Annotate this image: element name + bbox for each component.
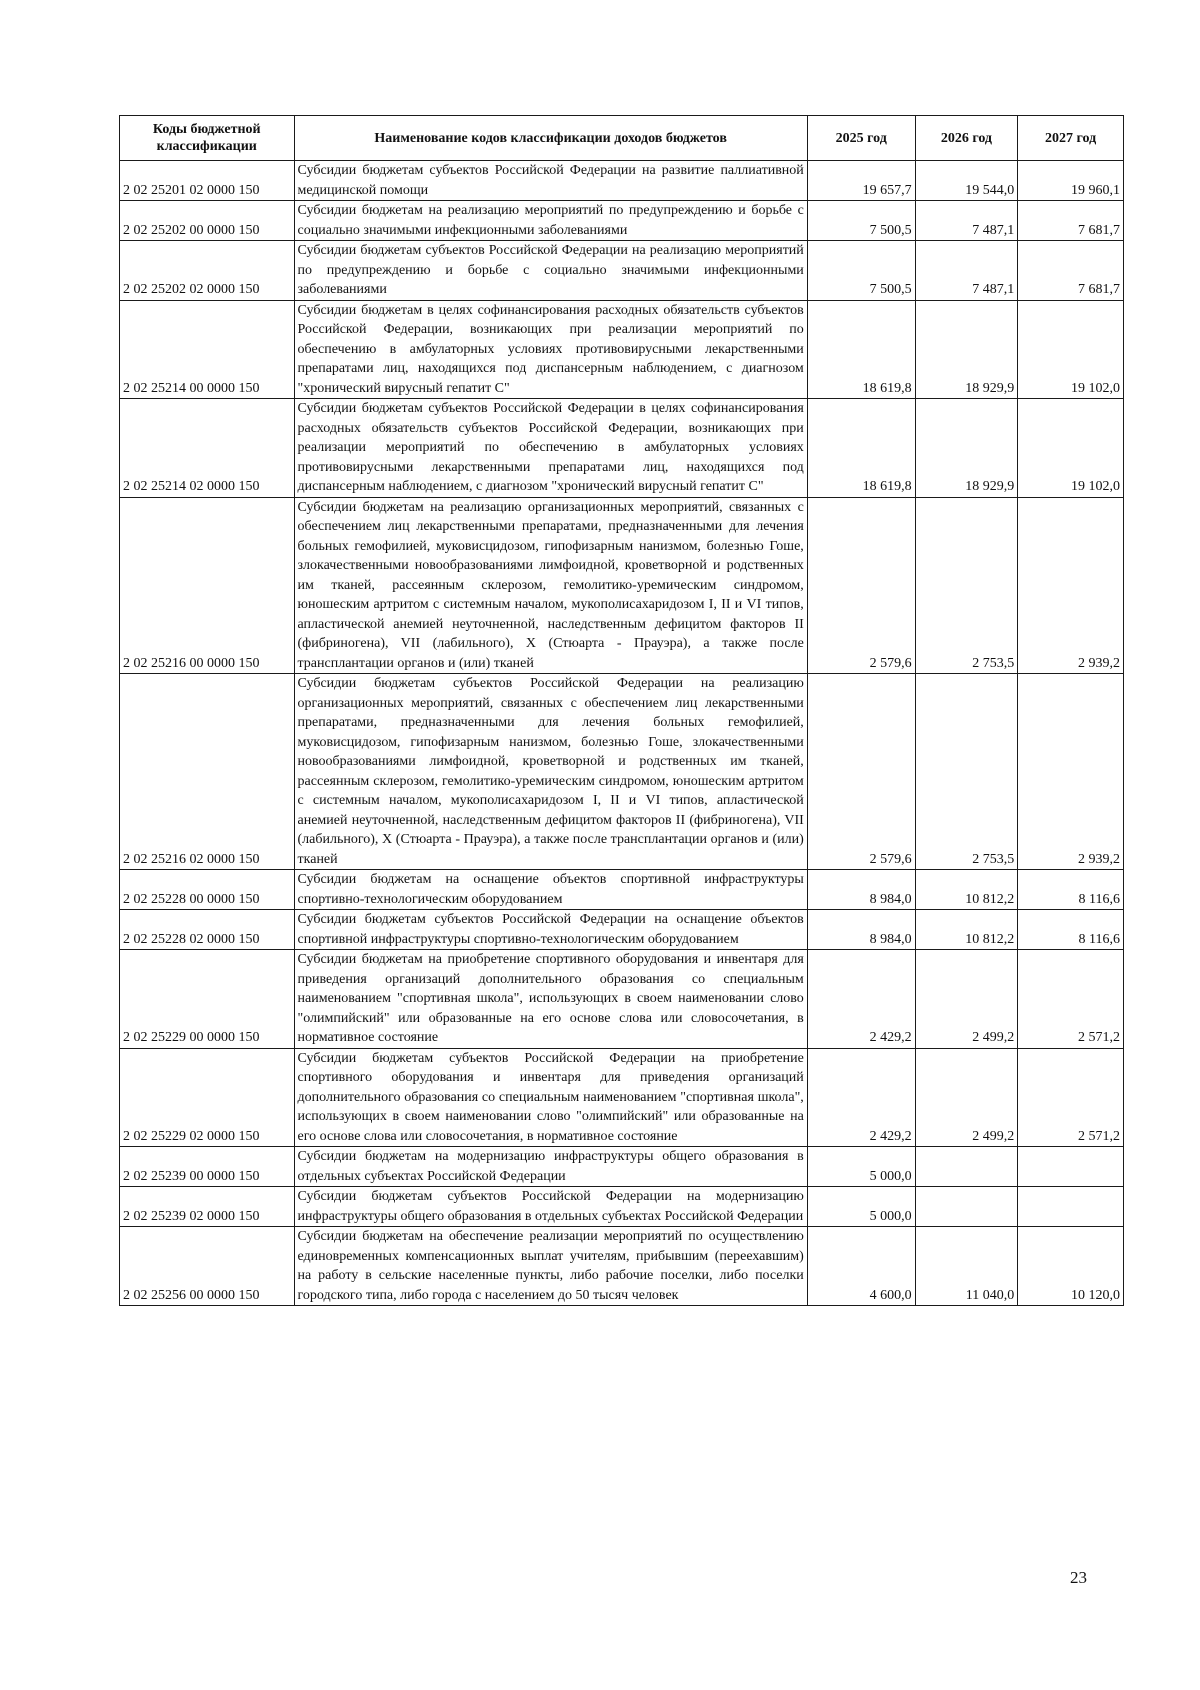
row-value-2026: 2 499,2 — [915, 950, 1018, 1049]
row-value-2026 — [915, 1187, 1018, 1227]
row-code: 2 02 25216 02 0000 150 — [120, 674, 295, 870]
row-value-2027: 2 939,2 — [1018, 497, 1124, 674]
row-name: Субсидии бюджетам субъектов Российской Федерации на реализацию мероприятий по предупреждению и борьбе с социально значимыми инфекционными заболеваниями — [294, 241, 807, 301]
row-value-2027: 7 681,7 — [1018, 241, 1124, 301]
row-value-2026: 18 929,9 — [915, 300, 1018, 399]
row-value-2027: 19 102,0 — [1018, 399, 1124, 498]
row-value-2025: 2 429,2 — [807, 950, 915, 1049]
row-name: Субсидии бюджетам на модернизацию инфраструктуры общего образования в отдельных субъектах Российской Федерации — [294, 1147, 807, 1187]
header-2026: 2026 год — [915, 116, 1018, 161]
table-row — [120, 674, 1124, 870]
table-row — [120, 950, 1124, 1049]
row-value-2025: 7 500,5 — [807, 241, 915, 301]
page-number: 23 — [1070, 1568, 1087, 1587]
row-value-2025: 8 984,0 — [807, 910, 915, 950]
row-name: Субсидии бюджетам субъектов Российской Федерации на развитие паллиативной медицинской помощи — [294, 161, 807, 201]
table-row — [120, 161, 1124, 201]
table-row — [120, 497, 1124, 674]
header-name: Наименование кодов классификации доходов бюджетов — [294, 116, 807, 161]
row-value-2027 — [1018, 1187, 1124, 1227]
table-row — [120, 201, 1124, 241]
row-value-2025: 2 579,6 — [807, 497, 915, 674]
row-value-2026 — [915, 1147, 1018, 1187]
row-value-2026: 19 544,0 — [915, 161, 1018, 201]
row-name: Субсидии бюджетам субъектов Российской Федерации на приобретение спортивного оборудования и инвентаря для приведения организаций дополнительного образования со специальным наименованием "спортивная школа", использующих в своем наименовании слово "олимпийский" или образованные на его основе слова или словосочетания, в нормативное состояние — [294, 1048, 807, 1147]
row-code: 2 02 25228 02 0000 150 — [120, 910, 295, 950]
row-code: 2 02 25229 02 0000 150 — [120, 1048, 295, 1147]
budget-classification-table — [119, 115, 1124, 1306]
row-value-2025: 18 619,8 — [807, 300, 915, 399]
row-name: Субсидии бюджетам в целях софинансирования расходных обязательств субъектов Российской Федерации, возникающих при реализации мероприятий по обеспечению в амбулаторных условиях противовирусными лекарственными препаратами лиц, находящихся под диспансерным наблюдением, с диагнозом "хронический вирусный гепатит С" — [294, 300, 807, 399]
table-row — [120, 1147, 1124, 1187]
header-code: Коды бюджетной классификации — [120, 116, 295, 161]
table-row — [120, 1048, 1124, 1147]
table-row — [120, 1227, 1124, 1306]
header-2025: 2025 год — [807, 116, 915, 161]
row-value-2026: 18 929,9 — [915, 399, 1018, 498]
row-code: 2 02 25214 02 0000 150 — [120, 399, 295, 498]
row-code: 2 02 25202 02 0000 150 — [120, 241, 295, 301]
row-value-2025: 4 600,0 — [807, 1227, 915, 1306]
row-name: Субсидии бюджетам на обеспечение реализации мероприятий по осуществлению единовременных компенсационных выплат учителям, прибывшим (переехавшим) на работу в сельские населенные пункты, либо рабочие поселки, либо поселки городского типа, либо города с населением до 50 тысяч человек — [294, 1227, 807, 1306]
table-header-row — [120, 116, 1124, 161]
row-value-2025: 8 984,0 — [807, 870, 915, 910]
row-code: 2 02 25216 00 0000 150 — [120, 497, 295, 674]
row-name: Субсидии бюджетам субъектов Российской Федерации на реализацию организационных мероприятий, связанных с обеспечением лиц лекарственными препаратами, предназначенными для лечения больных гемофилией, муковисцидозом, гипофизарным нанизмом, болезнью Гоше, злокачественными новообразованиями лимфоидной, кроветворной и родственных им тканей, рассеянным склерозом, гемолитико-уремическим синдромом, юношеским артритом с системным началом, мукополисахаридозом I, II и VI типов, апластической анемией неуточненной, наследственным дефицитом факторов II (фибриногена), VII (лабильного), X (Стюарта - Прауэра), а также после трансплантации органов и (или) тканей — [294, 674, 807, 870]
row-code: 2 02 25256 00 0000 150 — [120, 1227, 295, 1306]
header-2027: 2027 год — [1018, 116, 1124, 161]
row-value-2026: 2 753,5 — [915, 497, 1018, 674]
row-value-2027: 10 120,0 — [1018, 1227, 1124, 1306]
row-value-2026: 7 487,1 — [915, 241, 1018, 301]
row-code: 2 02 25239 00 0000 150 — [120, 1147, 295, 1187]
table-row — [120, 870, 1124, 910]
row-value-2026: 11 040,0 — [915, 1227, 1018, 1306]
row-value-2025: 5 000,0 — [807, 1187, 915, 1227]
row-value-2025: 19 657,7 — [807, 161, 915, 201]
table-row — [120, 241, 1124, 301]
row-value-2026: 7 487,1 — [915, 201, 1018, 241]
row-name: Субсидии бюджетам на оснащение объектов спортивной инфраструктуры спортивно-технологическим оборудованием — [294, 870, 807, 910]
row-name: Субсидии бюджетам на приобретение спортивного оборудования и инвентаря для приведения организаций дополнительного образования со специальным наименованием "спортивная школа", использующих в своем наименовании слово "олимпийский" или образованные на его основе слова или словосочетания, в нормативное состояние — [294, 950, 807, 1049]
row-value-2027: 2 571,2 — [1018, 950, 1124, 1049]
table-row — [120, 1187, 1124, 1227]
row-value-2026: 2 753,5 — [915, 674, 1018, 870]
row-code: 2 02 25239 02 0000 150 — [120, 1187, 295, 1227]
row-value-2027: 7 681,7 — [1018, 201, 1124, 241]
table-row — [120, 399, 1124, 498]
row-name: Субсидии бюджетам субъектов Российской Федерации на оснащение объектов спортивной инфраструктуры спортивно-технологическим оборудованием — [294, 910, 807, 950]
row-value-2027: 8 116,6 — [1018, 870, 1124, 910]
row-value-2027: 19 102,0 — [1018, 300, 1124, 399]
row-code: 2 02 25228 00 0000 150 — [120, 870, 295, 910]
row-name: Субсидии бюджетам субъектов Российской Федерации в целях софинансирования расходных обязательств субъектов Российской Федерации, возникающих при реализации мероприятий по обеспечению в амбулаторных условиях противовирусными лекарственными препаратами лиц, находящихся под диспансерным наблюдением, с диагнозом "хронический вирусный гепатит С" — [294, 399, 807, 498]
row-value-2026: 10 812,2 — [915, 870, 1018, 910]
row-value-2027: 8 116,6 — [1018, 910, 1124, 950]
row-name: Субсидии бюджетам на реализацию мероприятий по предупреждению и борьбе с социально значимыми инфекционными заболеваниями — [294, 201, 807, 241]
row-code: 2 02 25201 02 0000 150 — [120, 161, 295, 201]
row-value-2027: 2 571,2 — [1018, 1048, 1124, 1147]
row-value-2025: 18 619,8 — [807, 399, 915, 498]
row-name: Субсидии бюджетам на реализацию организационных мероприятий, связанных с обеспечением лиц лекарственными препаратами, предназначенными для лечения больных гемофилией, муковисцидозом, гипофизарным нанизмом, болезнью Гоше, злокачественными новообразованиями лимфоидной, кроветворной и родственных им тканей, рассеянным склерозом, гемолитико-уремическим синдромом, юношеским артритом с системным началом, мукополисахаридозом I, II и VI типов, апластической анемией неуточненной, наследственным дефицитом факторов II (фибриногена), VII (лабильного), X (Стюарта - Прауэра), а также после трансплантации органов и (или) тканей — [294, 497, 807, 674]
row-value-2025: 2 579,6 — [807, 674, 915, 870]
row-value-2026: 2 499,2 — [915, 1048, 1018, 1147]
row-value-2027: 2 939,2 — [1018, 674, 1124, 870]
row-value-2027 — [1018, 1147, 1124, 1187]
row-code: 2 02 25202 00 0000 150 — [120, 201, 295, 241]
row-value-2026: 10 812,2 — [915, 910, 1018, 950]
row-value-2025: 2 429,2 — [807, 1048, 915, 1147]
row-code: 2 02 25214 00 0000 150 — [120, 300, 295, 399]
table-row — [120, 300, 1124, 399]
table-row — [120, 910, 1124, 950]
row-value-2025: 5 000,0 — [807, 1147, 915, 1187]
row-name: Субсидии бюджетам субъектов Российской Федерации на модернизацию инфраструктуры общего образования в отдельных субъектах Российской Федерации — [294, 1187, 807, 1227]
row-value-2027: 19 960,1 — [1018, 161, 1124, 201]
row-value-2025: 7 500,5 — [807, 201, 915, 241]
row-code: 2 02 25229 00 0000 150 — [120, 950, 295, 1049]
